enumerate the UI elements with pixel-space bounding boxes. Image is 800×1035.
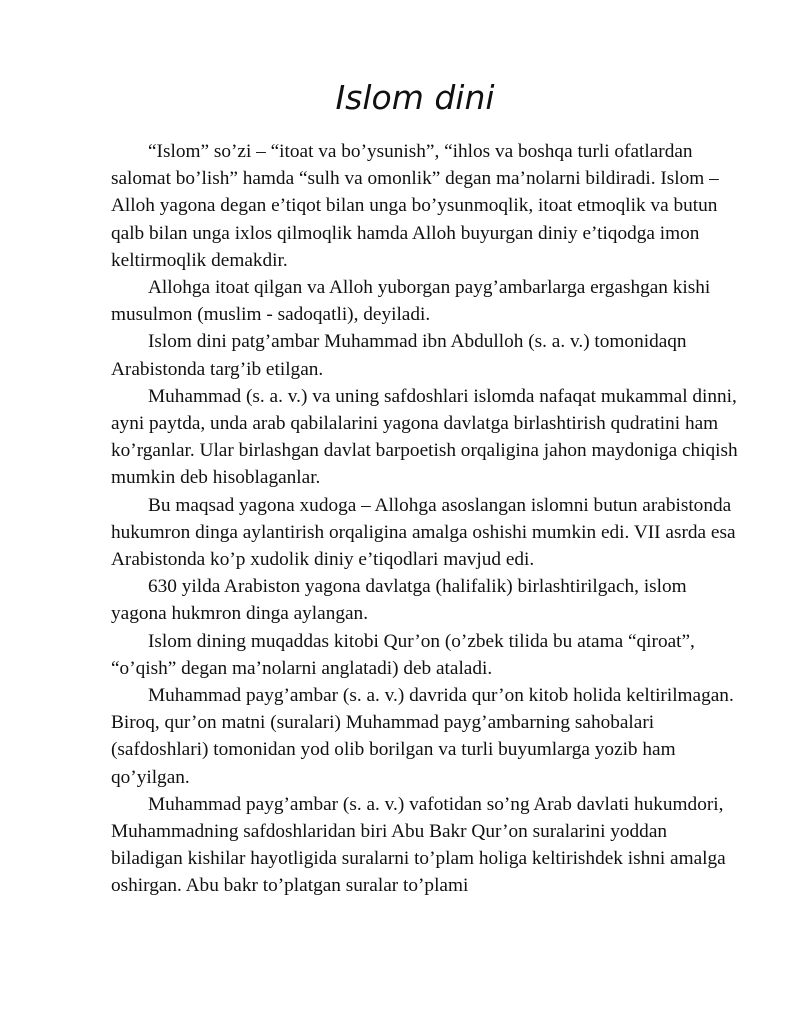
- paragraph: Muhammad (s. a. v.) va uning safdoshlari islomda nafaqat mukammal dinni, ayni paytda, unda arab qabilalarini yagona davlatga birlashtirish qudratini ham ko’rganlar. Ular birlashgan davlat barpoetish orqaligina jahon maydoniga chiqish mumkin deb hisoblaganlar.: [111, 385, 738, 489]
- document-title: Islom dini: [335, 78, 495, 117]
- paragraph: Bu maqsad yagona xudoga – Allohga asoslangan islomni butun arabistonda hukumron dinga aylantirish orqaligina amalga oshishi mumkin edi. VII asrda esa Arabistonda ko’p xudolik diniy e’tiqodlari mavjud edi.: [111, 494, 736, 571]
- paragraph: Muhammad payg’ambar (s. a. v.) davrida qur’on kitob holida keltirilmagan. Biroq, qur’on matni (suralari) Muhammad payg’ambarning sahobalari (safdoshlari) tomonidan yod olib borilgan va turli buyumlarga yozib ham qo’yilgan.: [111, 685, 734, 788]
- paragraph: 630 yilda Arabiston yagona davlatga (halifalik) birlashtirilgach, islom yagona hukmron dinga aylangan.: [111, 576, 687, 625]
- paragraph: Allohga itoat qilgan va Alloh yuborgan payg’ambarlarga ergashgan kishi musulmon (muslim - sadoqatli), deyiladi.: [111, 277, 711, 326]
- paragraph: “Islom” so’zi – “itoat va bo’ysunish”, “ihlos va boshqa turli ofatlardan salomat bo’lish” hamda “sulh va omonlik” degan ma’nolarni bildiradi. Islom – Alloh yagona degan e’tiqot bilan unga bo’ysunmoqlik, itoat etmoqlik va butun qalb bilan unga ixlos qilmoqlik hamda Alloh buyurgan diniy e’tiqodga imon keltirmoqlik demakdir.: [111, 141, 719, 271]
- paragraph: Islom dining muqaddas kitobi Qur’on (o’zbek tilida bu atama “qiroat”, “o’qish” degan ma’nolarni anglatadi) deb ataladi.: [111, 630, 695, 679]
- document-body: [111, 138, 743, 900]
- paragraph: Islom dini patg’ambar Muhammad ibn Abdulloh (s. a. v.) tomonidaqn Arabistonda targ’ib etilgan.: [111, 331, 687, 380]
- paragraph: Muhammad payg’ambar (s. a. v.) vafotidan so’ng Arab davlati hukumdori, Muhammadning safdoshlaridan biri Abu Bakr Qur’on suralarini yoddan biladigan kishilar hayotligida suralarni to’plam holiga keltirishdek ishni amalga oshirgan. Abu bakr to’platgan suralar to’plami: [111, 793, 726, 897]
